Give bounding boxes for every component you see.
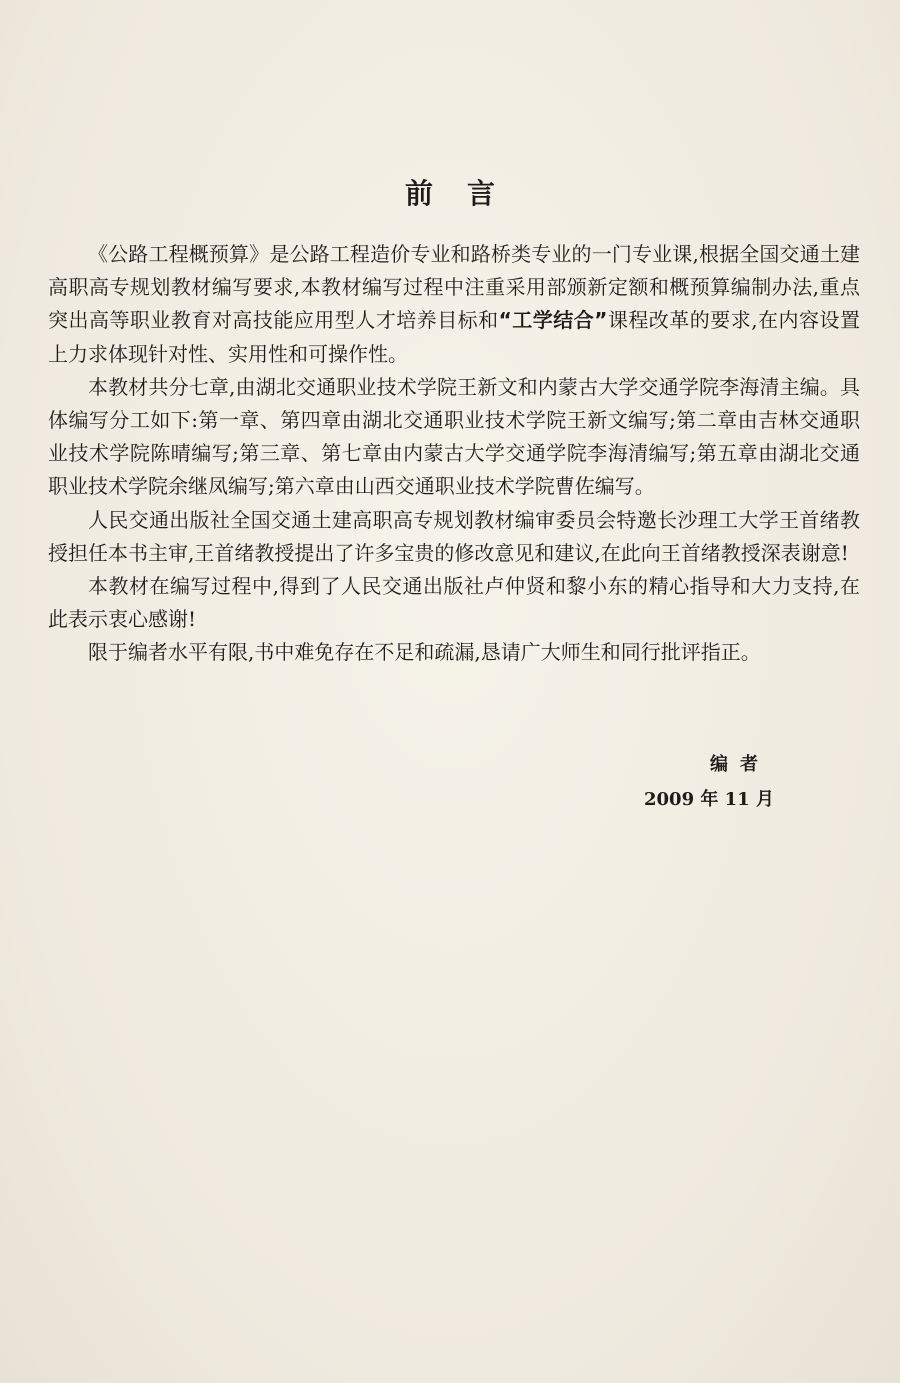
paragraph-3: 人民交通出版社全国交通土建高职高专规划教材编审委员会特邀长沙理工大学王首绪教授担任本书主审,王首绪教授提出了许多宝贵的修改意见和建议,在此向王首绪教授深表谢意!	[48, 507, 860, 565]
paragraph-5: 限于编者水平有限,书中难免存在不足和疏漏,恳请广大师生和同行批评指正。	[88, 640, 761, 665]
paragraph-1-text-end: 课程改革的要求,在内容设置上力求体现针对性、实用性和可操作性。	[48, 308, 861, 366]
paragraph-2: 本教材共分七章,由湖北交通职业技术学院王新文和内蒙古大学交通学院李海清主编。具体编写分工如下:第一章、第四章由湖北交通职业技术学院王新文编写;第二章由吉林交通职业技术学院陈晴编写;第三章、第七章由内蒙古大学交通学院李海清编写;第五章由湖北交通职业技术学院余继凤编写;第六章由山西交通职业技术学院曹佐编写。	[48, 374, 860, 499]
paragraph-1	[48, 238, 860, 371]
signature-date: 2009 年 11 月	[644, 789, 774, 810]
emphasis-text: “工学结合”	[498, 308, 608, 333]
paragraph-1-text: 《公路工程概预算》是公路工程造价专业和路桥类专业的一门专业课,根据全国交通土建高职高专规划教材编写要求,本教材编写过程中注重采用部颁新定额和概预算编制办法,重点突出高等职业教育对高技能应用型人才培养目标和	[48, 242, 860, 333]
paragraph-4: 本教材在编写过程中,得到了人民交通出版社卢仲贤和黎小东的精心指导和大力支持,在此表示衷心感谢!	[48, 574, 860, 632]
preface-body	[48, 238, 860, 670]
page-title: 前言	[404, 177, 529, 210]
signature-author: 编者	[710, 754, 770, 775]
